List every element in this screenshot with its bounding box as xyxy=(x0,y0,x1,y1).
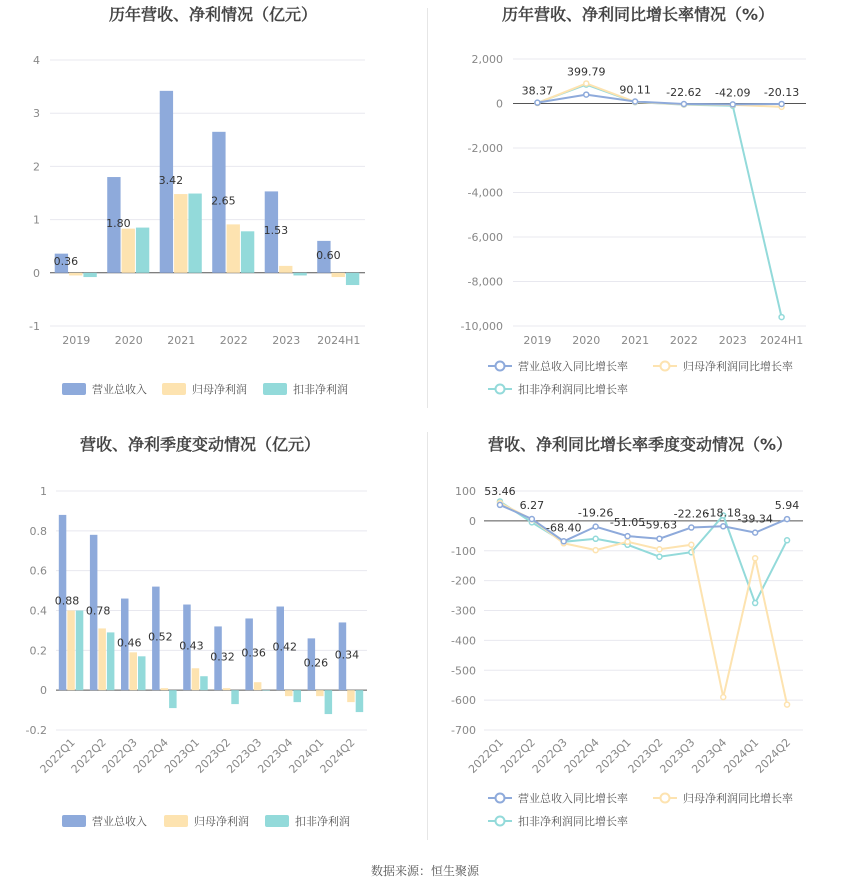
vertical-divider-top xyxy=(427,8,428,408)
vertical-divider-bottom xyxy=(427,432,428,840)
bar xyxy=(231,690,239,704)
y-tick-label: 0.6 xyxy=(29,564,47,578)
legend-label: 营业总收入同比增长率 xyxy=(518,360,628,373)
x-tick-label: 2023Q1 xyxy=(162,735,203,776)
legend-swatch xyxy=(263,383,287,395)
data-point xyxy=(593,524,598,529)
bar xyxy=(294,690,302,702)
legend-label: 扣非净利润 xyxy=(295,815,350,828)
data-point xyxy=(529,517,534,522)
data-label: -20.13 xyxy=(763,85,800,99)
x-tick-label: 2019 xyxy=(62,334,91,347)
data-label: 53.46 xyxy=(484,484,516,498)
data-label: 90.11 xyxy=(619,83,651,97)
legend-swatch xyxy=(265,815,289,827)
bar xyxy=(83,273,96,277)
legend-marker xyxy=(496,817,505,826)
x-tick-label: 2024Q1 xyxy=(721,735,762,776)
data-label: -59.63 xyxy=(641,518,678,532)
data-label: 0.78 xyxy=(85,604,111,618)
legend-label: 扣非净利润同比增长率 xyxy=(518,815,628,828)
data-point xyxy=(779,101,784,106)
legend-label: 扣非净利润同比增长率 xyxy=(518,383,628,396)
bar xyxy=(174,194,187,273)
chart-title: 历年营收、净利同比增长率情况（%） xyxy=(501,5,775,24)
y-tick-label: -500 xyxy=(451,664,476,678)
data-label: 0.36 xyxy=(241,646,266,660)
annual-bar-chart-panel xyxy=(0,0,427,410)
quarterly-bar-chart xyxy=(0,425,427,850)
y-tick-label: -0.2 xyxy=(25,724,47,737)
legend-label: 归母净利润同比增长率 xyxy=(683,792,793,805)
bar xyxy=(200,676,208,690)
data-label: 0.52 xyxy=(148,630,173,644)
data-label: 5.94 xyxy=(774,499,800,513)
bar xyxy=(169,690,177,708)
bar xyxy=(316,690,324,696)
x-tick-label: 2023 xyxy=(718,334,747,347)
chart-title: 历年营收、净利情况（亿元） xyxy=(108,5,318,24)
x-tick-label: 2024Q2 xyxy=(753,735,794,776)
data-point xyxy=(657,536,662,541)
bar xyxy=(347,690,355,702)
bar xyxy=(285,690,293,696)
x-tick-label: 2024H1 xyxy=(759,334,804,347)
x-tick-label: 2023Q3 xyxy=(224,735,265,776)
data-label: 0.60 xyxy=(316,248,341,262)
data-point xyxy=(657,547,662,552)
y-tick-label: -300 xyxy=(451,604,476,618)
data-point xyxy=(633,99,638,104)
data-label: 3.42 xyxy=(158,173,184,187)
y-tick-label: -600 xyxy=(451,694,476,708)
data-label: -22.26 xyxy=(673,507,710,521)
data-point xyxy=(721,695,726,700)
data-label: 0.88 xyxy=(54,594,80,608)
bar xyxy=(188,194,201,273)
y-tick-label: 0.4 xyxy=(29,604,47,618)
x-tick-label: 2024Q2 xyxy=(317,735,358,776)
x-tick-label: 2019 xyxy=(523,334,552,347)
data-point xyxy=(625,539,630,544)
bar xyxy=(262,690,270,691)
x-tick-label: 2022 xyxy=(219,334,248,347)
data-label: -39.34 xyxy=(737,512,773,526)
data-label: 0.46 xyxy=(116,636,142,650)
bar xyxy=(98,628,106,690)
x-tick-label: 2024Q1 xyxy=(286,735,327,776)
data-label: 399.79 xyxy=(567,65,606,79)
data-point xyxy=(561,539,566,544)
bar xyxy=(107,632,115,690)
bar xyxy=(122,229,135,273)
legend-swatch xyxy=(62,383,86,395)
y-tick-label: 100 xyxy=(455,485,476,498)
data-source-note xyxy=(0,862,850,879)
annual-bar-chart xyxy=(0,0,427,410)
bar xyxy=(136,228,149,273)
y-tick-label: -100 xyxy=(451,544,476,558)
data-point xyxy=(785,538,790,543)
data-label: -51.05 xyxy=(609,516,646,530)
data-point xyxy=(753,601,758,606)
y-tick-label: 0 xyxy=(40,684,47,698)
legend-label: 扣非净利润 xyxy=(293,383,348,396)
data-source-label: 数据来源： xyxy=(370,864,431,878)
data-label: -18.18 xyxy=(705,506,741,520)
y-tick-label: -1 xyxy=(29,320,40,333)
data-source-value: 恒生聚源 xyxy=(431,864,480,878)
chart-title: 营收、净利季度变动情况（亿元） xyxy=(79,435,321,454)
bar xyxy=(254,682,262,690)
bar xyxy=(227,224,240,272)
series-line xyxy=(500,503,787,705)
y-tick-label: -2,000 xyxy=(467,142,503,155)
legend-marker xyxy=(496,794,505,803)
legend-label: 营业总收入同比增长率 xyxy=(518,792,628,805)
bar xyxy=(241,231,254,272)
y-tick-label: 0.8 xyxy=(29,524,47,538)
legend-label: 营业总收入 xyxy=(92,383,147,396)
y-tick-label: -10,000 xyxy=(460,320,503,333)
y-tick-label: 3 xyxy=(33,107,40,121)
legend-marker xyxy=(661,794,670,803)
data-label: 1.53 xyxy=(263,224,289,238)
x-tick-label: 2023 xyxy=(272,334,301,347)
legend-marker xyxy=(496,362,505,371)
legend-label: 归母净利润 xyxy=(194,815,249,828)
x-tick-label: 2022Q1 xyxy=(37,735,78,776)
bar xyxy=(293,273,306,276)
x-tick-label: 2022Q3 xyxy=(529,735,570,776)
data-point xyxy=(730,102,735,107)
y-tick-label: -700 xyxy=(451,724,476,737)
data-point xyxy=(689,525,694,530)
x-tick-label: 2022Q3 xyxy=(99,735,140,776)
x-tick-label: 2023Q1 xyxy=(593,735,634,776)
y-tick-label: -4,000 xyxy=(467,186,503,200)
data-label: -42.09 xyxy=(715,86,751,100)
data-label: 0.34 xyxy=(334,648,360,662)
x-tick-label: 2021 xyxy=(621,334,650,347)
x-tick-label: 2020 xyxy=(114,334,143,347)
bar xyxy=(129,652,137,690)
bar xyxy=(279,266,292,273)
bar xyxy=(325,690,333,714)
bar xyxy=(192,668,200,690)
x-tick-label: 2022Q4 xyxy=(130,735,171,776)
annual-growth-chart-panel xyxy=(428,0,850,410)
quarterly-growth-chart-panel xyxy=(428,425,850,850)
data-point xyxy=(681,102,686,107)
x-tick-label: 2020 xyxy=(572,334,601,347)
annual-growth-line-chart xyxy=(428,0,850,410)
x-tick-label: 2022 xyxy=(669,334,698,347)
data-label: 38.37 xyxy=(521,84,554,98)
x-tick-label: 2022Q2 xyxy=(497,735,538,776)
data-point xyxy=(497,502,502,507)
x-tick-label: 2021 xyxy=(167,334,196,347)
x-tick-label: 2023Q4 xyxy=(689,735,730,776)
y-tick-label: 2,000 xyxy=(471,53,503,66)
series-line xyxy=(537,85,781,318)
chart-title: 营收、净利同比增长率季度变动情况（%） xyxy=(487,435,793,454)
legend-marker xyxy=(496,385,505,394)
legend-label: 归母净利润同比增长率 xyxy=(683,360,793,373)
y-tick-label: 0 xyxy=(496,97,503,111)
x-tick-label: 2022Q2 xyxy=(68,735,109,776)
data-label: -19.26 xyxy=(577,506,614,520)
data-label: 6.27 xyxy=(519,499,545,513)
data-point xyxy=(753,530,758,535)
bar xyxy=(332,273,345,277)
legend-label: 营业总收入 xyxy=(92,815,147,828)
data-point xyxy=(689,542,694,547)
bar xyxy=(67,611,75,691)
bar xyxy=(346,273,359,285)
y-tick-label: 1 xyxy=(33,213,40,227)
bar xyxy=(69,273,82,276)
bar xyxy=(161,688,169,690)
data-label: 0.43 xyxy=(179,639,204,653)
y-tick-label: 0 xyxy=(33,266,40,280)
legend-swatch xyxy=(162,383,186,395)
x-tick-label: 2023Q3 xyxy=(657,735,698,776)
bar xyxy=(223,688,231,690)
y-tick-label: 4 xyxy=(33,54,40,67)
data-point xyxy=(785,517,790,522)
bar xyxy=(138,656,146,690)
data-point xyxy=(625,534,630,539)
x-tick-label: 2023Q2 xyxy=(193,735,234,776)
data-point xyxy=(753,556,758,561)
quarterly-growth-line-chart xyxy=(428,425,850,850)
data-label: 2.65 xyxy=(211,194,236,208)
data-label: -68.40 xyxy=(546,521,582,535)
data-label: 1.80 xyxy=(106,216,131,230)
data-label: 0.26 xyxy=(303,656,329,670)
x-tick-label: 2023Q2 xyxy=(625,735,666,776)
data-point xyxy=(535,100,540,105)
y-tick-label: 2 xyxy=(33,160,40,174)
x-tick-label: 2022Q4 xyxy=(561,735,602,776)
data-label: -22.62 xyxy=(666,86,702,100)
data-point xyxy=(657,554,662,559)
x-tick-label: 2022Q1 xyxy=(466,735,507,776)
bar xyxy=(356,690,364,712)
data-point xyxy=(721,524,726,529)
data-point xyxy=(584,92,589,97)
y-tick-label: -400 xyxy=(451,634,476,648)
y-tick-label: -6,000 xyxy=(467,231,503,244)
legend-marker xyxy=(661,362,670,371)
data-point xyxy=(584,81,589,86)
data-label: 0.32 xyxy=(210,650,235,664)
legend-swatch xyxy=(62,815,86,827)
y-tick-label: -200 xyxy=(451,574,476,588)
legend-label: 归母净利润 xyxy=(192,383,247,396)
data-point xyxy=(785,702,790,707)
y-tick-label: -8,000 xyxy=(467,275,503,289)
legend-swatch xyxy=(164,815,188,827)
quarterly-bar-chart-panel xyxy=(0,425,427,850)
x-tick-label: 2024H1 xyxy=(317,334,361,347)
data-label: 0.36 xyxy=(53,255,79,269)
data-point xyxy=(593,536,598,541)
data-point xyxy=(779,315,784,320)
x-tick-label: 2023Q4 xyxy=(255,735,296,776)
data-point xyxy=(593,548,598,553)
y-tick-label: 0 xyxy=(469,514,476,528)
y-tick-label: 0.2 xyxy=(29,644,47,658)
y-tick-label: 1 xyxy=(40,485,47,498)
data-label: 0.42 xyxy=(272,640,297,654)
bar xyxy=(76,611,84,691)
